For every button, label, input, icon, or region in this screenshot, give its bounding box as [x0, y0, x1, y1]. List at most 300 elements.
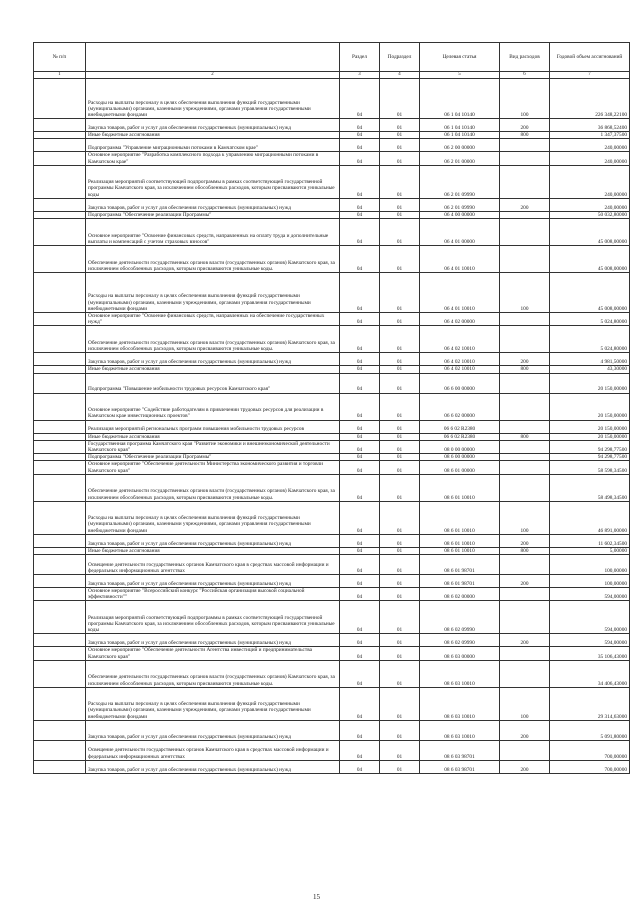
table-row: [34, 588, 630, 601]
row-number-cell: [34, 246, 86, 273]
row-subsection-cell: 01: [380, 393, 420, 420]
row-expense-type-cell: 800: [500, 547, 550, 554]
table-row: [34, 555, 630, 575]
row-number-cell: [34, 760, 86, 773]
row-section-cell: 04: [340, 132, 380, 139]
row-name-cell: Закупка товаров, работ и услуг для обеспечения государственных (муниципальных) нужд: [86, 720, 340, 740]
row-expense-type-cell: [500, 211, 550, 218]
row-amount-cell: 20 150,00000: [550, 393, 630, 420]
row-target-cell: 06 2 01 00000: [420, 152, 500, 165]
row-subsection-cell: 01: [380, 219, 420, 246]
row-name-cell: Расходы на выплаты персоналу в целях обеспечения выполнения функций государственными (муниципальными) органами, казенными учреждениями, органами управления государственными внебюджетными фондами: [86, 687, 340, 720]
row-subsection-cell: 01: [380, 420, 420, 433]
page-number: 15: [313, 893, 320, 901]
budget-table: [33, 42, 630, 774]
row-subsection-cell: 01: [380, 647, 420, 660]
row-target-cell: 06 2 00 00000: [420, 139, 500, 152]
row-number-cell: [34, 634, 86, 647]
table-row: [34, 393, 630, 420]
table-row: [34, 534, 630, 547]
row-target-cell: 06 2 01 09990: [420, 198, 500, 211]
col-number: 1: [34, 72, 86, 79]
row-name-cell: Закупка товаров, работ и услуг для обеспечения государственных (муниципальных) нужд: [86, 353, 340, 366]
row-target-cell: 08 6 03 98701: [420, 740, 500, 760]
row-amount-cell: 700,00000: [550, 760, 630, 773]
row-section-cell: 04: [340, 474, 380, 501]
row-target-cell: 08 6 01 00000: [420, 461, 500, 474]
row-name-cell: Закупка товаров, работ и услуг для обеспечения государственных (муниципальных) нужд: [86, 534, 340, 547]
table-row: [34, 152, 630, 165]
row-section-cell: 04: [340, 119, 380, 132]
row-expense-type-cell: [500, 740, 550, 760]
row-number-cell: [34, 433, 86, 440]
row-number-cell: [34, 474, 86, 501]
row-subsection-cell: 01: [380, 366, 420, 373]
row-amount-cell: 35 106,43000: [550, 647, 630, 660]
table-row: [34, 373, 630, 393]
row-amount-cell: 46 891,00000: [550, 501, 630, 534]
row-amount-cell: 100,00000: [550, 555, 630, 575]
row-target-cell: 06 6 00 00000: [420, 373, 500, 393]
row-section-cell: 04: [340, 720, 380, 740]
row-number-cell: [34, 588, 86, 601]
table-row: [34, 547, 630, 554]
row-expense-type-cell: 200: [500, 119, 550, 132]
row-target-cell: 06 4 02 10010: [420, 353, 500, 366]
row-section-cell: 04: [340, 547, 380, 554]
row-expense-type-cell: [500, 165, 550, 198]
row-amount-cell: 29 314,63000: [550, 687, 630, 720]
table-row: [34, 461, 630, 474]
row-amount-cell: 43,30000: [550, 366, 630, 373]
row-expense-type-cell: [500, 440, 550, 453]
row-expense-type-cell: 800: [500, 366, 550, 373]
row-subsection-cell: 01: [380, 588, 420, 601]
row-name-cell: Закупка товаров, работ и услуг для обеспечения государственных (муниципальных) нужд: [86, 575, 340, 588]
row-amount-cell: 5 091,80000: [550, 720, 630, 740]
row-section-cell: 04: [340, 393, 380, 420]
row-target-cell: 08 6 03 10010: [420, 687, 500, 720]
table-row: [34, 634, 630, 647]
row-number-cell: [34, 373, 86, 393]
table-row: [34, 474, 630, 501]
row-expense-type-cell: [500, 588, 550, 601]
header-subsection: Подраздел: [380, 43, 420, 72]
row-section-cell: 04: [340, 760, 380, 773]
row-number-cell: [34, 420, 86, 433]
row-amount-cell: 5 024,80000: [550, 326, 630, 353]
col-number: 6: [500, 72, 550, 79]
row-name-cell: Реализация мероприятий соответствующей подпрограммы в рамках соответствующей государственной программы Камчатского края, за исключением обособленных расходов, которым присваиваются уникальные коды: [86, 165, 340, 198]
row-section-cell: 04: [340, 588, 380, 601]
row-section-cell: 04: [340, 313, 380, 326]
row-section-cell: 04: [340, 165, 380, 198]
row-subsection-cell: 01: [380, 132, 420, 139]
row-number-cell: [34, 601, 86, 634]
table-row: [34, 326, 630, 353]
row-target-cell: 06 4 02 10010: [420, 326, 500, 353]
row-expense-type-cell: [500, 313, 550, 326]
row-subsection-cell: 01: [380, 760, 420, 773]
row-section-cell: 04: [340, 219, 380, 246]
row-amount-cell: 20 150,00000: [550, 433, 630, 440]
row-amount-cell: 594,00000: [550, 588, 630, 601]
row-amount-cell: 240,00000: [550, 139, 630, 152]
table-row: [34, 198, 630, 211]
table-row: [34, 575, 630, 588]
row-name-cell: Основное мероприятие "Разработка комплексного подхода к управлению миграционными потоками в Камчатском крае": [86, 152, 340, 165]
row-amount-cell: 5 024,80000: [550, 313, 630, 326]
header-target: Целевая статья: [420, 43, 500, 72]
row-number-cell: [34, 79, 86, 119]
row-expense-type-cell: [500, 454, 550, 461]
row-amount-cell: 94 298,77500: [550, 454, 630, 461]
row-subsection-cell: 01: [380, 165, 420, 198]
row-target-cell: 08 6 01 10010: [420, 547, 500, 554]
row-name-cell: Расходы на выплаты персоналу в целях обеспечения выполнения функций государственными (муниципальными) органами, казенными учреждениями, органами управления государственными внебюджетными фондами: [86, 501, 340, 534]
col-number: 7: [550, 72, 630, 79]
row-section-cell: 04: [340, 660, 380, 687]
row-amount-cell: 45 008,00000: [550, 219, 630, 246]
row-name-cell: Закупка товаров, работ и услуг для обеспечения государственных (муниципальных) нужд: [86, 634, 340, 647]
row-target-cell: 08 6 00 00000: [420, 454, 500, 461]
header-amount: Годовой объем ассигнований: [550, 43, 630, 72]
row-number-cell: [34, 366, 86, 373]
row-number-cell: [34, 132, 86, 139]
row-expense-type-cell: 200: [500, 534, 550, 547]
table-body: [34, 79, 630, 774]
row-expense-type-cell: 200: [500, 760, 550, 773]
row-number-cell: [34, 211, 86, 218]
row-subsection-cell: 01: [380, 433, 420, 440]
row-amount-cell: 240,00000: [550, 152, 630, 165]
row-target-cell: 06 4 01 10010: [420, 246, 500, 273]
header-row: [34, 43, 630, 72]
header-name: [86, 43, 340, 72]
row-subsection-cell: 01: [380, 601, 420, 634]
row-number-cell: [34, 273, 86, 313]
row-section-cell: 04: [340, 634, 380, 647]
row-section-cell: 04: [340, 152, 380, 165]
row-expense-type-cell: 200: [500, 720, 550, 740]
row-target-cell: 06 1 04 10140: [420, 132, 500, 139]
row-subsection-cell: 01: [380, 555, 420, 575]
row-amount-cell: 226 348,22100: [550, 79, 630, 119]
header-section: Раздел: [340, 43, 380, 72]
row-name-cell: Обеспечение деятельности государственных органов власти (государственных органов) Камчатского края, за исключением обособленных расходов, которым присваиваются уникальные коды.: [86, 326, 340, 353]
row-subsection-cell: 01: [380, 474, 420, 501]
row-number-cell: [34, 219, 86, 246]
row-target-cell: 08 6 01 98701: [420, 575, 500, 588]
row-target-cell: 08 6 03 98701: [420, 760, 500, 773]
row-name-cell: Освещение деятельности государственных органов Камчатского края в средствах массовой информации и федеральных информационных агентствах: [86, 740, 340, 760]
row-expense-type-cell: 100: [500, 687, 550, 720]
row-subsection-cell: 01: [380, 373, 420, 393]
row-name-cell: Обеспечение деятельности государственных органов власти (государственных органов) Камчатского края, за исключением обособленных расходов, которым присваиваются уникальные коды.: [86, 660, 340, 687]
row-target-cell: 06 4 01 00000: [420, 219, 500, 246]
row-target-cell: 08 6 02 09990: [420, 601, 500, 634]
row-expense-type-cell: [500, 601, 550, 634]
row-target-cell: 06 6 02 00000: [420, 393, 500, 420]
row-expense-type-cell: 800: [500, 433, 550, 440]
row-section-cell: 04: [340, 601, 380, 634]
row-subsection-cell: 01: [380, 454, 420, 461]
column-number-row: [34, 72, 630, 79]
row-name-cell: Закупка товаров, работ и услуг для обеспечения государственных (муниципальных) нужд: [86, 119, 340, 132]
table-row: [34, 313, 630, 326]
row-expense-type-cell: 100: [500, 501, 550, 534]
row-section-cell: 04: [340, 139, 380, 152]
row-name-cell: Основное мероприятие "Обеспечение деятельности Министерства экономического развития и торговли Камчатского края": [86, 461, 340, 474]
row-name-cell: Освещение деятельности государственных органов Камчатского края в средствах массовой информации и федеральных информационных агентствах: [86, 555, 340, 575]
table-row: [34, 760, 630, 773]
row-expense-type-cell: 100: [500, 79, 550, 119]
row-amount-cell: 36 868,52400: [550, 119, 630, 132]
row-name-cell: Основное мероприятие "Освоение финансовых средств, направленных на обеспечение государственных нужд": [86, 313, 340, 326]
row-number-cell: [34, 440, 86, 453]
row-target-cell: 06 6 02 R2380: [420, 420, 500, 433]
row-subsection-cell: 01: [380, 79, 420, 119]
row-subsection-cell: 01: [380, 461, 420, 474]
table-row: [34, 601, 630, 634]
row-number-cell: [34, 198, 86, 211]
row-subsection-cell: 01: [380, 273, 420, 313]
row-amount-cell: 240,00000: [550, 198, 630, 211]
row-name-cell: Основное мероприятие "Обеспечение деятельности Агентства инвестиций и предпринимательства Камчатского края": [86, 647, 340, 660]
row-name-cell: Подпрограмма "Управление миграционными потоками в Камчатском крае": [86, 139, 340, 152]
row-expense-type-cell: [500, 647, 550, 660]
row-section-cell: 04: [340, 461, 380, 474]
row-subsection-cell: 01: [380, 119, 420, 132]
row-number-cell: [34, 687, 86, 720]
table-row: [34, 79, 630, 119]
row-section-cell: 04: [340, 373, 380, 393]
row-section-cell: 04: [340, 273, 380, 313]
row-section-cell: 04: [340, 433, 380, 440]
table-row: [34, 353, 630, 366]
row-amount-cell: 1 347,37500: [550, 132, 630, 139]
row-subsection-cell: 01: [380, 634, 420, 647]
row-amount-cell: 5,00000: [550, 547, 630, 554]
table-row: [34, 246, 630, 273]
row-amount-cell: 594,00000: [550, 634, 630, 647]
row-subsection-cell: 01: [380, 720, 420, 740]
row-target-cell: 06 1 04 10140: [420, 119, 500, 132]
row-name-cell: Основное мероприятие "Освоение финансовых средств, направленных на оплату труда и дополнительные выплаты и компенсаций с учетом страховых взносов": [86, 219, 340, 246]
row-section-cell: 04: [340, 420, 380, 433]
row-expense-type-cell: 200: [500, 353, 550, 366]
row-section-cell: 04: [340, 740, 380, 760]
row-target-cell: 06 6 02 R2380: [420, 433, 500, 440]
row-section-cell: 04: [340, 687, 380, 720]
row-target-cell: 06 4 02 00000: [420, 313, 500, 326]
row-subsection-cell: 01: [380, 740, 420, 760]
row-subsection-cell: 01: [380, 326, 420, 353]
row-number-cell: [34, 326, 86, 353]
row-subsection-cell: 01: [380, 534, 420, 547]
table-row: [34, 740, 630, 760]
row-expense-type-cell: 100: [500, 273, 550, 313]
row-expense-type-cell: [500, 660, 550, 687]
row-subsection-cell: 01: [380, 687, 420, 720]
row-section-cell: 04: [340, 440, 380, 453]
row-section-cell: 04: [340, 647, 380, 660]
row-number-cell: [34, 547, 86, 554]
row-number-cell: [34, 501, 86, 534]
table-row: [34, 720, 630, 740]
row-subsection-cell: 01: [380, 313, 420, 326]
row-name-cell: Реализация мероприятий соответствующей подпрограммы в рамках соответствующей государственной программы Камчатского края, за исключением обособленных расходов, которым присваиваются уникальные коды: [86, 601, 340, 634]
table-row: [34, 420, 630, 433]
row-number-cell: [34, 740, 86, 760]
row-number-cell: [34, 139, 86, 152]
table-row: [34, 454, 630, 461]
row-subsection-cell: 01: [380, 660, 420, 687]
row-target-cell: 08 6 01 10010: [420, 501, 500, 534]
row-expense-type-cell: [500, 420, 550, 433]
col-number: 2: [86, 72, 340, 79]
row-expense-type-cell: [500, 474, 550, 501]
row-amount-cell: 700,00000: [550, 740, 630, 760]
row-expense-type-cell: 200: [500, 575, 550, 588]
row-name-cell: Реализация мероприятий региональных программ повышения мобильности трудовых ресурсов: [86, 420, 340, 433]
row-subsection-cell: 01: [380, 440, 420, 453]
header-expense-type: Вид расходов: [500, 43, 550, 72]
table-row: [34, 687, 630, 720]
row-target-cell: 08 6 03 00000: [420, 647, 500, 660]
row-number-cell: [34, 353, 86, 366]
table-row: [34, 165, 630, 198]
row-name-cell: Иные бюджетные ассигнования: [86, 547, 340, 554]
row-number-cell: [34, 393, 86, 420]
row-amount-cell: 594,00000: [550, 601, 630, 634]
row-target-cell: 06 4 02 10010: [420, 366, 500, 373]
row-section-cell: 04: [340, 534, 380, 547]
row-number-cell: [34, 454, 86, 461]
row-target-cell: 08 6 03 10010: [420, 660, 500, 687]
row-amount-cell: 20 150,00000: [550, 420, 630, 433]
row-name-cell: Иные бюджетные ассигнования: [86, 433, 340, 440]
row-amount-cell: 11 602,34500: [550, 534, 630, 547]
row-expense-type-cell: [500, 461, 550, 474]
row-name-cell: Подпрограмма "Обеспечение реализации Программы": [86, 454, 340, 461]
row-number-cell: [34, 720, 86, 740]
row-number-cell: [34, 152, 86, 165]
table-row: [34, 366, 630, 373]
row-target-cell: 08 6 01 10010: [420, 534, 500, 547]
row-target-cell: 08 6 01 98701: [420, 555, 500, 575]
row-amount-cell: 100,00000: [550, 575, 630, 588]
row-section-cell: 04: [340, 353, 380, 366]
row-name-cell: Закупка товаров, работ и услуг для обеспечения государственных (муниципальных) нужд: [86, 198, 340, 211]
row-name-cell: Основное мероприятие "Всероссийский конкурс "Российская организация высокой социальной эффективности"": [86, 588, 340, 601]
row-amount-cell: 45 008,00000: [550, 273, 630, 313]
row-target-cell: 06 4 01 10010: [420, 273, 500, 313]
row-name-cell: Основное мероприятие "Содействие работодателям в привлечении трудовых ресурсов для реализации в Камчатском крае инвестиционных проектов": [86, 393, 340, 420]
row-target-cell: 08 0 00 00000: [420, 440, 500, 453]
row-section-cell: 04: [340, 366, 380, 373]
header-no: № п/п: [34, 43, 86, 72]
row-expense-type-cell: 200: [500, 634, 550, 647]
row-subsection-cell: 01: [380, 547, 420, 554]
row-target-cell: 08 6 02 00000: [420, 588, 500, 601]
row-expense-type-cell: [500, 393, 550, 420]
row-number-cell: [34, 165, 86, 198]
row-amount-cell: 34 406,43000: [550, 660, 630, 687]
row-section-cell: 04: [340, 79, 380, 119]
row-expense-type-cell: [500, 139, 550, 152]
row-expense-type-cell: [500, 326, 550, 353]
row-amount-cell: 45 008,00000: [550, 246, 630, 273]
row-section-cell: 04: [340, 326, 380, 353]
row-subsection-cell: 01: [380, 152, 420, 165]
table-row: [34, 433, 630, 440]
row-number-cell: [34, 119, 86, 132]
row-name-cell: Государственная программа Камчатского края "Развитие экономики и внешнеэкономической деятельности Камчатского края": [86, 440, 340, 453]
row-amount-cell: 240,00000: [550, 165, 630, 198]
row-expense-type-cell: [500, 219, 550, 246]
row-number-cell: [34, 647, 86, 660]
row-amount-cell: 58 598,34500: [550, 461, 630, 474]
table-row: [34, 219, 630, 246]
row-amount-cell: 58 498,34500: [550, 474, 630, 501]
row-name-cell: Иные бюджетные ассигнования: [86, 366, 340, 373]
row-section-cell: 04: [340, 211, 380, 218]
row-expense-type-cell: [500, 246, 550, 273]
row-number-cell: [34, 313, 86, 326]
row-section-cell: 04: [340, 501, 380, 534]
row-subsection-cell: 01: [380, 139, 420, 152]
col-number: 3: [340, 72, 380, 79]
table-row: [34, 660, 630, 687]
table-row: [34, 440, 630, 453]
row-expense-type-cell: [500, 555, 550, 575]
row-name-cell: Расходы на выплаты персоналу в целях обеспечения выполнения функций государственными (муниципальными) органами, казенными учреждениями, органами управления государственными внебюджетными фондами: [86, 273, 340, 313]
row-section-cell: 04: [340, 198, 380, 211]
row-name-cell: Обеспечение деятельности государственных органов власти (государственных органов) Камчатского края, за исключением обособленных расходов, которым присваиваются уникальные коды.: [86, 246, 340, 273]
col-number: 4: [380, 72, 420, 79]
row-subsection-cell: 01: [380, 211, 420, 218]
table-row: [34, 501, 630, 534]
row-number-cell: [34, 534, 86, 547]
row-expense-type-cell: 200: [500, 198, 550, 211]
row-amount-cell: 50 032,80000: [550, 211, 630, 218]
row-subsection-cell: 01: [380, 353, 420, 366]
row-target-cell: 06 4 00 00000: [420, 211, 500, 218]
row-name-cell: Подпрограмма "Повышение мобильности трудовых ресурсов Камчатского края": [86, 373, 340, 393]
row-amount-cell: 4 981,50000: [550, 353, 630, 366]
row-expense-type-cell: 800: [500, 132, 550, 139]
row-section-cell: 04: [340, 555, 380, 575]
row-amount-cell: 94 298,77500: [550, 440, 630, 453]
row-target-cell: 08 6 03 10010: [420, 720, 500, 740]
row-name-cell: Обеспечение деятельности государственных органов власти (государственных органов) Камчатского края, за исключением обособленных расходов, которым присваиваются уникальные коды.: [86, 474, 340, 501]
row-number-cell: [34, 555, 86, 575]
row-subsection-cell: 01: [380, 198, 420, 211]
table-row: [34, 211, 630, 218]
table-row: [34, 273, 630, 313]
table-row: [34, 647, 630, 660]
row-subsection-cell: 01: [380, 575, 420, 588]
row-section-cell: 04: [340, 246, 380, 273]
row-target-cell: 08 6 01 10010: [420, 474, 500, 501]
table-row: [34, 139, 630, 152]
row-target-cell: 08 6 02 09990: [420, 634, 500, 647]
row-section-cell: 04: [340, 575, 380, 588]
row-name-cell: Расходы на выплаты персоналу в целях обеспечения выполнения функций государственными (муниципальными) органами, казенными учреждениями, органами управления государственными внебюджетными фондами: [86, 79, 340, 119]
table-row: [34, 119, 630, 132]
row-name-cell: Подпрограмма "Обеспечение реализации Программы": [86, 211, 340, 218]
